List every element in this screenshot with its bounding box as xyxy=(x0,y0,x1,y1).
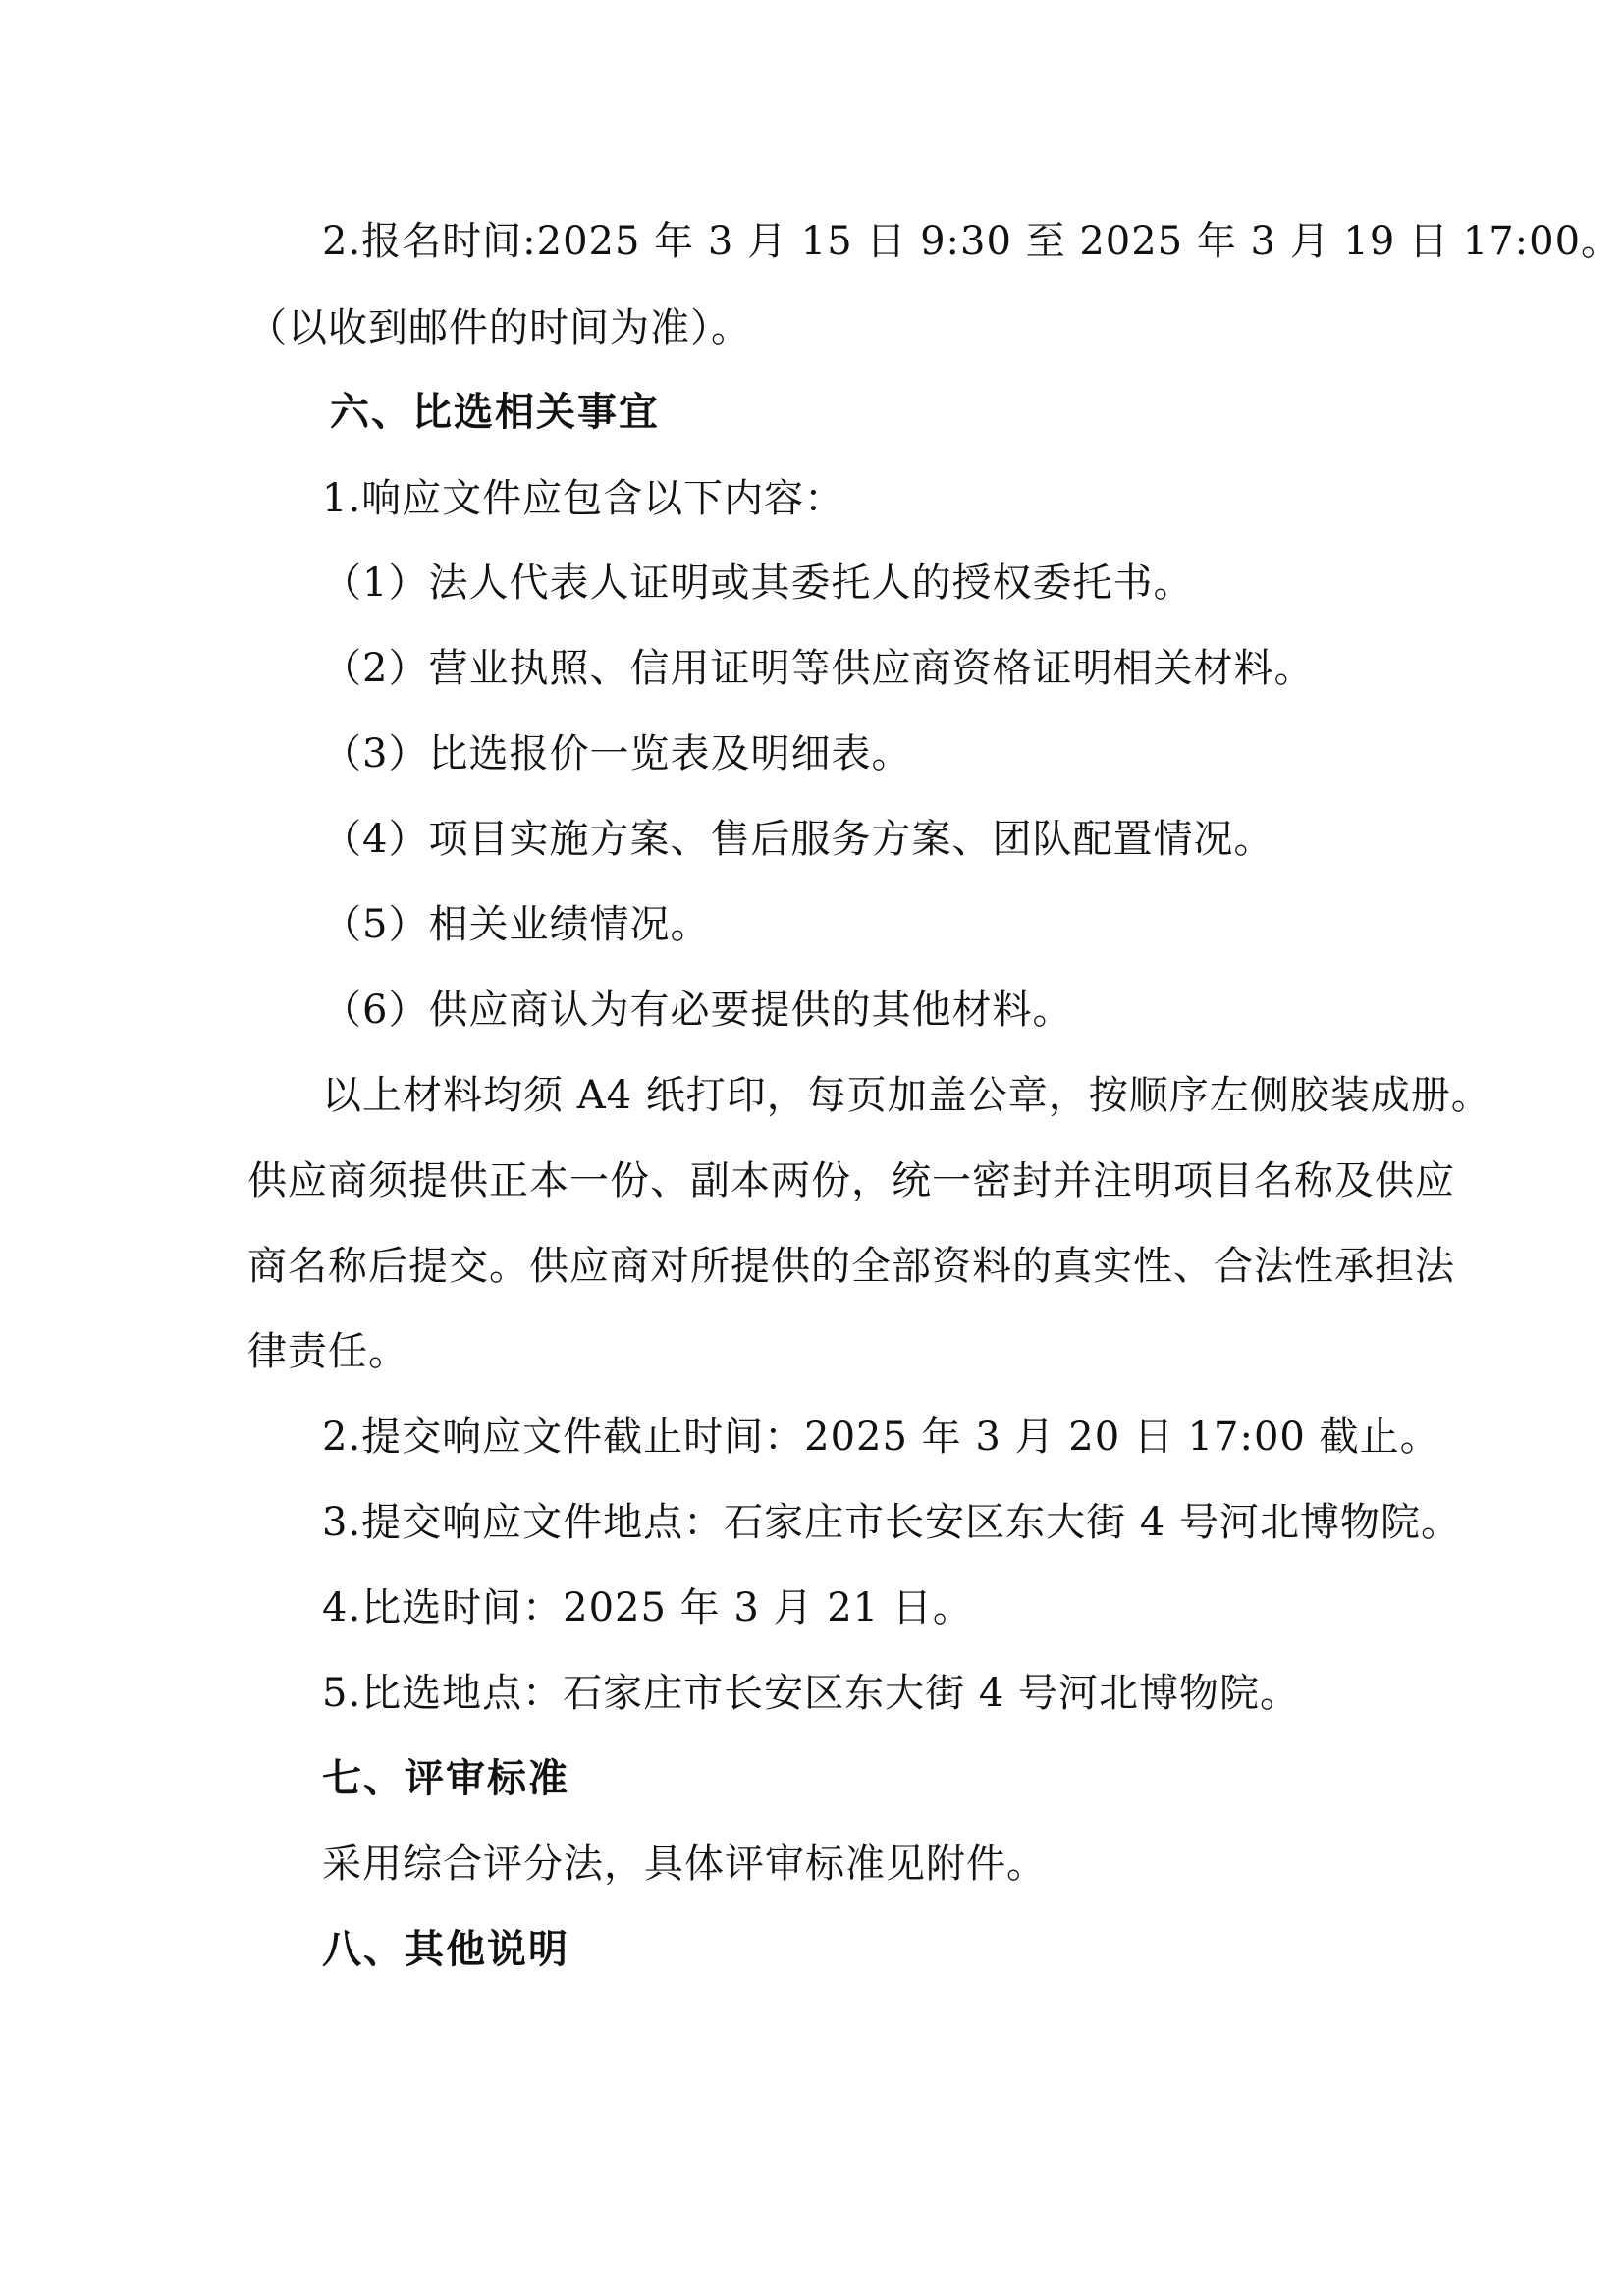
sub-item-5: （5）相关业绩情况。 xyxy=(322,902,711,947)
sub-item-4: （4）项目实施方案、售后服务方案、团队配置情况。 xyxy=(322,817,1274,862)
item-3-location: 3.提交响应文件地点：石家庄市长安区东大街 4 号河北博物院。 xyxy=(322,1500,1462,1545)
section-6-heading: 六、比选相关事宜 xyxy=(330,390,660,435)
registration-time-line: 2.报名时间:2025 年 3 月 15 日 9:30 至 2025 年 3 月 19 日 17:00。 xyxy=(322,219,1622,264)
sub-item-3: （3）比选报价一览表及明细表。 xyxy=(322,731,912,776)
item-5-selection-location: 5.比选地点：石家庄市长安区东大街 4 号河北博物院。 xyxy=(322,1671,1301,1716)
section-7-body: 采用综合评分法，具体评审标准见附件。 xyxy=(322,1842,1047,1887)
materials-paragraph-line-1: 以上材料均须 A4 纸打印，每页加盖公章，按顺序左侧胶装成册。 xyxy=(322,1073,1491,1118)
sub-item-6: （6）供应商认为有必要提供的其他材料。 xyxy=(322,988,1073,1033)
materials-paragraph-line-3: 商名称后提交。供应商对所提供的全部资料的真实性、合法性承担法 xyxy=(247,1244,1455,1289)
item-2-deadline: 2.提交响应文件截止时间：2025 年 3 月 20 日 17:00 截止。 xyxy=(322,1415,1440,1460)
item-1-intro: 1.响应文件应包含以下内容： xyxy=(322,476,845,521)
materials-paragraph-line-2: 供应商须提供正本一份、副本两份，统一密封并注明项目名称及供应 xyxy=(247,1158,1455,1203)
materials-paragraph-line-4: 律责任。 xyxy=(247,1329,408,1374)
sub-item-1: （1）法人代表人证明或其委托人的授权委托书。 xyxy=(322,561,1194,606)
sub-item-2: （2）营业执照、信用证明等供应商资格证明相关材料。 xyxy=(322,646,1315,691)
section-8-heading: 八、其他说明 xyxy=(322,1927,569,1972)
section-7-heading: 七、评审标准 xyxy=(322,1756,569,1801)
item-4-selection-time: 4.比选时间：2025 年 3 月 21 日。 xyxy=(322,1585,973,1630)
registration-note-line: （以收到邮件的时间为准）。 xyxy=(247,305,751,350)
